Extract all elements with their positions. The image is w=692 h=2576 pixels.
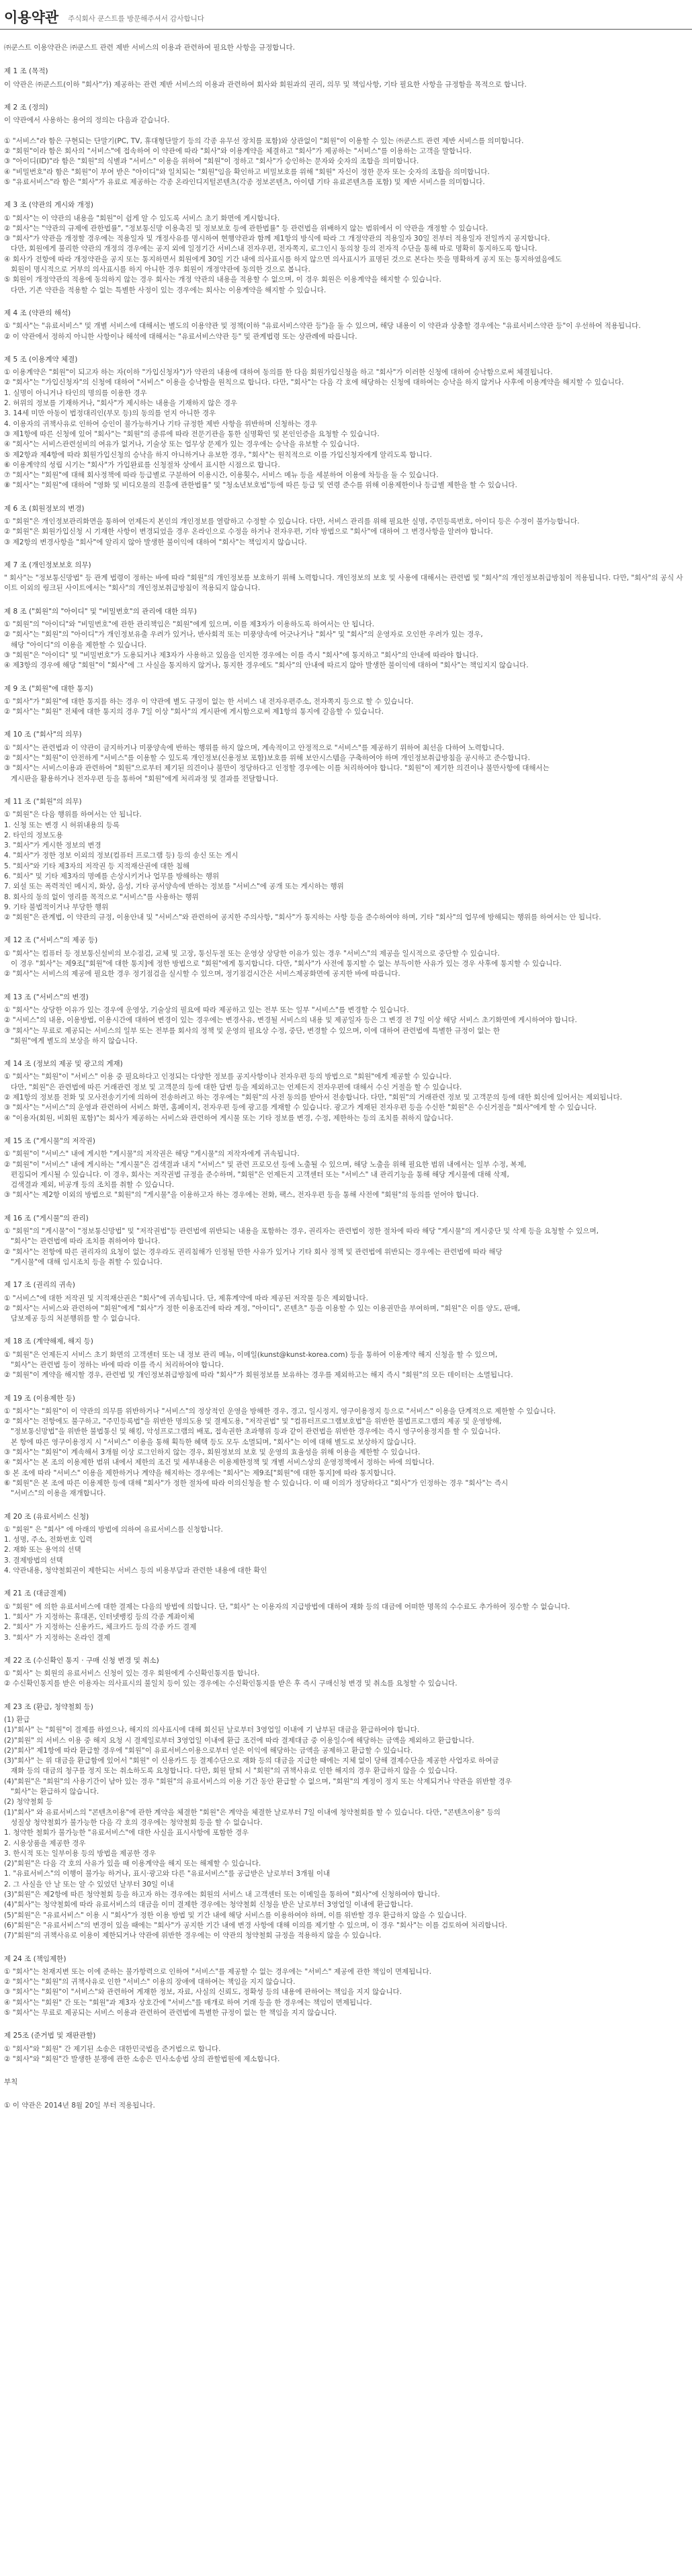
article-section <box>4 103 688 188</box>
article-line: (2)"회원"은 다음 각 호의 사유가 있을 때 이용계약을 해지 또는 해제할 수 있습니다. <box>4 1860 261 1868</box>
article-line: 본 항에 따른 영구이용정지 시 "서비스" 이용을 통해 획득한 혜택 등도 모두 소멸되며, "회사"는 이에 대해 별도로 보상하지 않습니다. <box>4 1438 417 1446</box>
article-line: 회원이 명시적으로 거부의 의사표시를 하지 아니한 경우 회원이 개정약관에 동의한 것으로 봅니다. <box>4 265 310 274</box>
article-line: ① "서비스"에 대한 저작권 및 지적재산권은 "회사"에 귀속됩니다. 단, 제휴계약에 따라 제공된 저작물 등은 제외합니다. <box>4 1294 368 1302</box>
article-section <box>4 1280 688 1324</box>
article-line: 4. 약관내용, 청약철회권이 제한되는 서비스 등의 비용부담과 관련한 내용에 대한 확인 <box>4 1567 267 1575</box>
article-line: 성질상 청약철회가 불가능한 다음 각 호의 경우에는 청약철회 등을 할 수 없습니다. <box>4 1818 263 1827</box>
article-line: ② "회사"는 "회원"이 안전하게 "서비스"를 이용할 수 있도록 개인정보(신용정보 포함)보호를 위해 보안시스템을 구축하여야 하며 개인정보취급방침을 공시하고 준수합니다. <box>4 754 530 763</box>
article-title: 제 19 조 (이용제한 등) <box>4 1394 75 1403</box>
article-line: ① "회사"는 "유료서비스" 및 개별 서비스에 대해서는 별도의 이용약관 및 정책(이하 "유료서비스약관 등")을 둘 수 있으며, 해당 내용이 이 약관과 상충할 경우에는 "유료서비스약관 등"이 우선하여 적용됩니다. <box>4 322 641 331</box>
article-line: ① "회사"와 "회원" 간 제기된 소송은 대한민국법을 준거법으로 합니다. <box>4 2044 221 2053</box>
articles-list <box>4 67 688 2111</box>
article-line: ① 이용계약은 "회원"이 되고자 하는 자(이하 "가입신청자")가 약관의 내용에 대하여 동의를 한 다음 회원가입신청을 하고 "회사"가 이러한 신청에 대하여 승낙함으로써 체결됩니다. <box>4 368 553 377</box>
article-section <box>4 797 688 923</box>
article-line: "회사"는 관련법 등이 정하는 바에 따라 이를 즉시 처리하여야 합니다. <box>4 1360 224 1369</box>
article-title: 부칙 <box>4 2078 18 2087</box>
article-title: 제 16 조 ("게시물"의 관리) <box>4 1214 89 1222</box>
article-line: 3. "회사"가 게시한 정보의 변경 <box>4 841 101 850</box>
article-line: ① "회원" 에 의한 유료서비스에 대한 결제는 다음의 방법에 의합니다. 단, "회사" 는 이용자의 지급방법에 대하여 재화 등의 대금에 어떠한 명목의 수수료도 추가하여 징수할 수 없습니다. <box>4 1602 570 1611</box>
article-title: 제 3 조 (약관의 게시와 개정) <box>4 201 93 210</box>
article-line: ① "회사"는 이 약관의 내용을 "회원"이 쉽게 알 수 있도록 서비스 초기 화면에 게시합니다. <box>4 214 280 222</box>
article-line: ② "회원"이라 함은 회사의 "서비스"에 접속하여 이 약관에 따라 "회사"와 이용계약을 체결하고 "회사"가 제공하는 "서비스"를 이용하는 고객을 말합니다. <box>4 147 472 156</box>
article-line: ① "회원"은 다음 행위를 하여서는 안 됩니다. <box>4 811 142 819</box>
article-section <box>4 504 688 548</box>
article-title: 제 25조 (준거법 및 재판관할) <box>4 2032 96 2040</box>
article-line: ① "회사"가 "회원"에 대한 통지를 하는 경우 이 약관에 별도 규정이 없는 한 서비스 내 전자우편주소, 전자쪽지 등으로 할 수 있습니다. <box>4 697 414 706</box>
article-section <box>4 2031 688 2065</box>
article-line: ② "서비스"의 내용, 이용방법, 이용시간에 대하여 변경이 있는 경우에는 변경사유, 변경될 서비스의 내용 및 제공일자 등은 그 변경 전 7일 이상 해당 서비스 초기화면에 게시하여야 합니다. <box>4 1016 577 1025</box>
article-line: 게시판을 활용하거나 전자우편 등을 통하여 "회원"에게 처리과정 및 결과를 전달합니다. <box>4 774 279 783</box>
article-line: ③ "회사"는 서비스이용과 관련하여 "회원"으로부터 제기된 의견이나 불만이 정당하다고 인정할 경우에는 이를 처리하여야 합니다. "회원"이 제기한 의견이나 불만사항에 대해서는 <box>4 764 550 773</box>
article-line: 편집되어 게시될 수 있습니다. 이 경우, 회사는 저작권법 규정을 준수하며, "회원"은 언제든지 고객센터 또는 "서비스" 내 관리기능을 통해 해당 게시물에 대해 삭제, <box>4 1170 509 1179</box>
article-title: 제 24 조 (책임제한) <box>4 1954 67 1963</box>
article-line: ③ "아이디(ID)"라 함은 "회원"의 식별과 "서비스" 이용을 위하여 "회원"이 정하고 "회사"가 승인하는 문자와 숫자의 조합을 의미합니다. <box>4 157 419 166</box>
article-line: 2. 재화 또는 용역의 선택 <box>4 1546 81 1554</box>
article-line: ① 이 약관은 2014년 8월 20일 부터 적용됩니다. <box>4 2101 155 2110</box>
article-line: "회사"는 관련법에 따라 조치를 취하여야 합니다. <box>4 1237 161 1246</box>
article-title: 제 13 조 ("서비스"의 변경) <box>4 993 89 1001</box>
article-section <box>4 200 688 296</box>
article-line: (2)"회사" 제1항에 따라 환급할 경우에 "회원"이 유료서비스이용으로부터 얻은 이익에 해당하는 금액을 공제하고 환급할 수 있습니다. <box>4 1746 413 1755</box>
article-line: 3. 결제방법의 선택 <box>4 1556 63 1565</box>
article-line: ① "회원" 은 "회사" 에 아래의 방법에 의하여 유료서비스를 신청합니다. <box>4 1525 223 1534</box>
article-line: 4. "회사"가 정한 정보 이외의 정보(컴퓨터 프로그램 등) 등의 송신 또는 게시 <box>4 851 239 860</box>
article-title: 제 17 조 (권리의 귀속) <box>4 1281 75 1290</box>
article-section <box>4 1136 688 1201</box>
article-title: 제 22 조 (수신확인 통지 · 구매 신청 변경 및 취소) <box>4 1656 159 1665</box>
article-line: ④ "회사"는 서비스관련설비의 여유가 없거나, 기술상 또는 업무상 문제가 있는 경우에는 승낙을 유보할 수 있습니다. <box>4 440 359 449</box>
article-line <box>4 2091 688 2101</box>
article-line: ② "회사"는 "회원"의 "아이디"가 개인정보유출 우려가 있거나, 반사회적 또는 미풍양속에 어긋나거나 "회사" 및 "회사"의 운영자로 오인한 우려가 있는 경우, <box>4 630 483 639</box>
article-section <box>4 1656 688 1690</box>
article-line: 8. 회사의 동의 없이 영리를 목적으로 "서비스"를 사용하는 행위 <box>4 892 199 901</box>
article-line: 2. 타인의 정보도용 <box>4 831 63 839</box>
article-line: 5. "회사"와 기타 제3자의 저작권 등 지적재산권에 대한 침해 <box>4 862 190 870</box>
article-line: 2. 허위의 정보를 기재하거나, "회사"가 제시하는 내용을 기재하지 않은 경우 <box>4 399 238 408</box>
article-line: ③ 제2항의 변경사항을 "회사"에 알리지 않아 발생한 불이익에 대하여 "회사"는 책임지지 않습니다. <box>4 538 307 546</box>
article-line: ② "회사"는 전항에도 불구하고, "주민등록법"을 위반한 명의도용 및 결제도용, "저작권법" 및 "컴퓨터프로그램보호법"을 위반한 불법프로그램의 제공 및 운영방해, <box>4 1417 502 1426</box>
article-title: 제 18 조 (계약해제, 해지 등) <box>4 1337 93 1346</box>
page-title: 이용약관 <box>4 9 59 26</box>
article-line: ① "회원"이 "서비스" 내에 게시한 "게시물"의 저작권은 해당 "게시물"의 저작자에게 귀속됩니다. <box>4 1150 300 1159</box>
article-line: ③ "회사"는 "서비스"의 운영과 관련하여 서비스 화면, 홈페이지, 전자우편 등에 광고를 게재할 수 있습니다. 광고가 게재된 전자우편 등을 수신한 "회원"은 수신거절을 "회사"에게 할 수 있습니다. <box>4 1104 597 1112</box>
article-line: 1. 청약한 철회가 불가능한 "유료서비스"에 대한 사실을 표시사항에 포함한 경우 <box>4 1829 249 1837</box>
article-line: ③ "회원"은 "아이디" 및 "비밀번호"가 도용되거나 제3자가 사용하고 있음을 인지한 경우에는 이를 즉시 "회사"에 통지하고 "회사"의 안내에 따라야 합니다. <box>4 651 478 659</box>
article-line: ② "회사"는 "회원"의 귀책사유로 인한 "서비스" 이용의 장애에 대하여는 책임을 지지 않습니다. <box>4 1978 296 1987</box>
article-line: ⑤ "회사"는 무료로 제공되는 서비스 이용과 관련하여 관련법에 특별한 규정이 없는 한 책임을 지지 않습니다. <box>4 2009 337 2018</box>
article-line: "회원"에게 별도의 보상을 하지 않습니다. <box>4 1036 138 1045</box>
article-line: 2. 그 사실을 안 날 또는 알 수 있었던 날부터 30일 이내 <box>4 1880 174 1888</box>
article-title: 제 23 조 (환급, 청약철회 등) <box>4 1702 93 1711</box>
article-title: 제 2 조 (정의) <box>4 103 48 112</box>
article-title: 제 1 조 (목적) <box>4 67 48 76</box>
article-section <box>4 2077 688 2111</box>
article-line: ⑥ "회원"은 본 조에 따른 이용제한 등에 대해 "회사"가 정한 절차에 따라 이의신청을 할 수 있습니다. 이 때 이의가 정당하다고 "회사"가 인정하는 경우 "회사"는 즉시 <box>4 1479 509 1487</box>
article-line: 이 약관에서 사용하는 용어의 정의는 다음과 같습니다. <box>4 116 170 125</box>
article-title: 제 15 조 ("게시물"의 저작권) <box>4 1136 95 1145</box>
page-subtitle: 주식회사 쿤스트를 방문해주셔서 감사합니다 <box>68 15 204 23</box>
article-title: 제 8 조 ("회원"의 "아이디" 및 "비밀번호"의 관리에 대한 의무) <box>4 607 197 616</box>
article-line: ① "회원"의 "아이디"와 "비밀번호"에 관한 관리책임은 "회원"에게 있으며, 이를 제3자가 이용하도록 하여서는 안 됩니다. <box>4 620 375 629</box>
article-line: ③ "회사"는 "회원"이 "서비스"와 관련하여 게재한 정보, 자료, 사실의 신뢰도, 정확성 등의 내용에 관하여는 책임을 지지 않습니다. <box>4 1988 402 1997</box>
article-title: 제 21 조 (대금결제) <box>4 1589 67 1598</box>
article-line: 6. "회사" 및 기타 제3자의 명예를 손상시키거나 업무를 방해하는 행위 <box>4 872 220 880</box>
article-section <box>4 308 688 342</box>
article-line: 다만, 기존 약관을 적용할 수 없는 특별한 사정이 있는 경우에는 회사는 이용계약을 해지할 수 있습니다. <box>4 286 327 294</box>
article-line: (3)"회사" 는 위 대금을 환급함에 있어서 "회원" 이 신용카드 등 결제수단으로 재화 등의 대금을 지급한 때에는 지체 없이 당해 결제수단을 제공한 사업자로 하여금 <box>4 1757 499 1765</box>
article-line: "게시물"에 대해 임시조치 등을 취할 수 있습니다. <box>4 1257 163 1266</box>
article-section <box>4 560 688 594</box>
article-line: ① "회사"는 "회원"이 이 약관의 의무를 위반하거나 "서비스"의 정상적인 운영을 방해한 경우, 경고, 일시정지, 영구이용정지 등으로 "서비스" 이용을 단계적으로 제한할 수 있습니다. <box>4 1407 556 1415</box>
article-line: ② "회사"는 "약관의 규제에 관한법률", "정보통신망 이용촉진 및 정보보호 등에 관한법률" 등 관련법을 위배하지 않는 범위에서 이 약관을 개정할 수 있습니다. <box>4 224 488 233</box>
article-line: ④ 제3항의 경우에 해당 "회원"이 "회사"에 그 사실을 통지하지 않거나, 통지한 경우에도 "회사"의 안내에 따르지 않아 발생한 불이익에 대하여 "회사"는 책임지지 않습니다. <box>4 661 529 670</box>
article-line: (1)"회사" 는 "회원"이 결제를 하였으나, 해지의 의사표시에 대해 회신된 날로부터 3영업일 이내에 기 납부된 대금을 환급하여야 합니다. <box>4 1726 420 1735</box>
article-line: (7)"회원"의 귀책사유로 이용이 제한되거나 약관에 위반한 경우에는 이 약관의 청약철회 규정을 적용하지 않을 수 있습니다. <box>4 1931 382 1940</box>
article-line: 1. 실명이 아니거나 타인의 명의를 이용한 경우 <box>4 388 147 397</box>
article-line: (2)"회원" 의 서비스 이용 중 해지 요청 시 결제일로부터 3영업일 이내에 환급 조건에 따라 결제대금 중 이용일수에 해당하는 금액을 제외하고 환급합니다. <box>4 1736 474 1745</box>
article-line: ② 이 약관에서 정하지 아니한 사항이나 해석에 대해서는 "유료서비스약관 등" 및 관계법령 또는 상관례에 따릅니다. <box>4 332 357 341</box>
article-line: 3. "회사" 가 지정하는 온라인 결제 <box>4 1633 111 1642</box>
article-line: ② "회사"는 "가입신청자"의 신청에 대하여 "서비스" 이용을 승낙함을 원칙으로 합니다. 다만, "회사"는 다음 각 호에 해당하는 신청에 대하여는 승낙을 하지 않거나 사후에 이용계약을 해지할 수 있습니다. <box>4 378 624 387</box>
terms-intro: ㈜쿤스트 이용약관은 ㈜쿤스트 관련 제반 서비스의 이용과 관련하여 필요한 사항을 규정합니다. <box>4 44 296 52</box>
article-line: 1. "회사" 가 지정하는 휴대폰, 인터넷뱅킹 등의 각종 계좌이체 <box>4 1612 195 1621</box>
article-line: 2. 시용상품을 제공한 경우 <box>4 1839 86 1847</box>
article-line: (3)"회원"은 제2항에 따른 청약철회 등을 하고자 하는 경우에는 회원의 서비스 내 고객센터 또는 이메일을 통하여 "회사"에 신청하여야 합니다. <box>4 1891 440 1899</box>
article-line: (1) 환급 <box>4 1716 30 1724</box>
article-line: "서비스"의 이용을 재개합니다. <box>4 1489 106 1498</box>
article-line: (1)"회사" 와 유료서비스의 "콘텐츠이용"에 관한 계약을 체결한 "회원"은 계약을 체결한 날로부터 7일 이내에 청약철회를 할 수 있습니다. 다만, "콘텐츠이용" 등의 <box>4 1808 501 1817</box>
article-title: 제 7 조 (개인정보보호 의무) <box>4 560 91 569</box>
article-line: "정보통신망법"을 위반한 불법통신 및 해킹, 악성프로그램의 배포, 접속권한 초과행위 등과 같이 관련법을 위반한 경우에는 즉시 영구이용정지를 할 수 있습니다. <box>4 1427 501 1436</box>
article-line: ⑧ "회사"는 "회원"에 대하여 "영화 및 비디오물의 진흥에 관한법률" 및 "청소년보호법"등에 따른 등급 및 연령 준수를 위해 이용제한이나 등급별 제한을 할 수 있습니다. <box>4 481 517 490</box>
article-section <box>4 1059 688 1124</box>
article-line: ① "회원"의 "게시물"이 "정보통신망법" 및 "저작권법"등 관련법에 위반되는 내용을 포함하는 경우, 권리자는 관련법이 정한 절차에 따라 해당 "게시물"의 게시중단 및 삭제 등을 요청할 수 있으며, <box>4 1227 599 1236</box>
article-title: 제 20 조 (유료서비스 신청) <box>4 1512 89 1521</box>
article-title: 제 4 조 (약관의 해석) <box>4 308 71 317</box>
article-line: (4)"회사"는 청약철회에 따라 유료서비스의 대금을 이미 결제한 경우에는 청약철회 신청을 받은 날로부터 3영업일 이내에 환급합니다. <box>4 1901 413 1909</box>
article-line: ② "회사"는 "회원" 전체에 대한 통지의 경우 7일 이상 "회사"의 게시판에 게시함으로써 제1항의 통지에 갈음할 수 있습니다. <box>4 708 384 716</box>
terms-content <box>0 30 692 2111</box>
article-line: 1. 성명, 주소, 전화번호 입력 <box>4 1536 93 1544</box>
article-title: 제 14 조 (정보의 제공 및 광고의 게재) <box>4 1060 123 1069</box>
article-line: ⑤ 회원이 개정약관의 적용에 동의하지 않는 경우 회사는 개정 약관의 내용을 적용할 수 없으며, 이 경우 회원은 이용계약을 해지할 수 있습니다. <box>4 276 441 284</box>
article-line: " 회사"는 "정보통신망법" 등 관계 법령이 정하는 바에 따라 "회원"의 개인정보를 보호하기 위해 노력합니다. 개인정보의 보호 및 사용에 대해서는 관련법 및 "회사"의 개인정보취급방침이 적용됩니다. 다만, "회사"의 공식 사이트 이외의 링크된 사이트에서는 "회사"의 개인정보취급방침이 적용되지 않습니다. <box>4 574 683 593</box>
article-line: "회사"는 환급하지 않습니다. <box>4 1788 99 1796</box>
article-section <box>4 1394 688 1499</box>
article-section <box>4 1954 688 2019</box>
article-line: 3. 14세 미만 아동이 법정대리인(부모 등)의 동의를 얻지 아니한 경우 <box>4 409 216 418</box>
article-line: ② "회원"이 계약을 해지할 경우, 관련법 및 개인정보취급방침에 따라 "회사"가 회원정보를 보유하는 경우를 제외하고는 해지 즉시 "회원"의 모든 데이터는 소멸됩니다. <box>4 1371 513 1380</box>
article-section <box>4 355 688 491</box>
article-line: ③ 제1항에 따른 신청에 있어 "회사"는 "회원"의 종류에 따라 전문기관을 통한 실명확인 및 본인인증을 요청할 수 있습니다. <box>4 429 380 438</box>
article-line: ① "회사"는 천재지변 또는 이에 준하는 불가항력으로 인하여 "서비스"를 제공할 수 없는 경우에는 "서비스" 제공에 관한 책임이 면제됩니다. <box>4 1967 432 1976</box>
article-title: 제 5 조 (이용계약 체결) <box>4 355 78 364</box>
article-line: ② "회사"와 "회원"간 발생한 분쟁에 관한 소송은 민사소송법 상의 관할법원에 제소합니다. <box>4 2054 280 2063</box>
article-line: ① "회원"은 언제든지 서비스 초기 화면의 고객센터 또는 내 정보 관리 메뉴, 이메일(kunst@kunst-korea.com) 등을 통하여 이용계약 해지 신청을 할 수 있으며, <box>4 1350 498 1359</box>
article-section <box>4 730 688 784</box>
article-line: ⑤ 본 조에 따라 "서비스" 이용을 제한하거나 계약을 해지하는 경우에는 "회사"는 제9조["회원"에 대한 통지]에 따라 통지합니다. <box>4 1468 396 1477</box>
article-line: ① "서비스"라 함은 구현되는 단말기(PC, TV, 휴대형단말기 등의 각종 유무선 장치를 포함)와 상관없이 "회원"이 이용할 수 있는 ㈜쿤스트 관련 제반 서비스를 의미합니다. <box>4 136 524 145</box>
article-line: ④ 회사가 전항에 따라 개정약관을 공지 또는 통지하면서 회원에게 30일 기간 내에 의사표시를 하지 않으면 의사표시가 표명된 것으로 본다는 뜻을 명확하게 공지 또는 통지하였음에도 <box>4 255 562 263</box>
article-line: ② "회사"는 서비스의 제공에 필요한 경우 정기점검을 실시할 수 있으며, 정기점검시간은 서비스제공화면에 공지한 바에 따릅니다. <box>4 970 400 979</box>
article-line: ② 수신확인통지를 받은 이용자는 의사표시의 불일치 등이 있는 경우에는 수신확인통지를 받은 후 즉시 구매신청 변경 및 취소를 요청할 수 있습니다. <box>4 1679 458 1688</box>
article-line: ② "회원"은 관계법, 이 약관의 규정, 이용안내 및 "서비스"와 관련하여 공지한 주의사항, "회사"가 통지하는 사항 등을 준수하여야 하며, 기타 "회사"의 업무에 방해되는 행위를 하여서는 안 됩니다. <box>4 913 601 922</box>
article-line: 재화 등의 대금의 청구를 정지 또는 취소하도록 요청합니다. 다만, 회원 탈퇴 시 "회원"의 귀책사유로 인한 해지의 경우 환급하지 않을 수 있습니다. <box>4 1767 458 1776</box>
article-line: 2. "회사" 가 지정하는 신용카드, 체크카드 등의 각종 카드 결제 <box>4 1623 197 1632</box>
article-line: 1. "유료서비스"의 이행이 불가능 하거나, 표시·광고와 다른 "유료서비스"를 공급받은 날로부터 3개월 이내 <box>4 1870 331 1878</box>
article-line: ② "회사"는 전항에 따른 권리자의 요청이 없는 경우라도 권리침해가 인정될 만한 사유가 있거나 기타 회사 정책 및 관련법에 위반되는 경우에는 관련법에 따라 해당 <box>4 1247 503 1256</box>
article-line: ② "회사"는 서비스와 관련하여 "회원"에게 "회사"가 정한 이용조건에 따라 계정, "아이디", 콘텐츠" 등을 이용할 수 있는 이용권만을 부여하며, "회원"은 이를 양도, 판매, <box>4 1304 521 1313</box>
article-line: 9. 기타 불법적이거나 부당한 행위 <box>4 903 109 911</box>
article-line: (6)"회원"은 "유료서비스"의 변경이 있을 때에는 "회사"가 공지한 기간 내에 변경 사항에 대해 이의를 제기할 수 있으며, 이 경우 "회사"는 이를 검토하여 처리합니다. <box>4 1921 507 1929</box>
article-section <box>4 67 688 90</box>
article-section <box>4 1589 688 1643</box>
article-line: ① "회사"는 관련법과 이 약관이 금지하거나 미풍양속에 반하는 행위를 하지 않으며, 계속적이고 안정적으로 "서비스"를 제공하기 위하여 최선을 다하여 노력합니다. <box>4 743 505 752</box>
article-section <box>4 993 688 1046</box>
article-line: (4)"회원"은 "회원"의 사용기간이 남아 있는 경우 "회원"의 유료서비스의 이용 기간 동안 환급할 수 없으며, "회원"의 계정이 정지 또는 삭제되거나 약관을 위반할 경우 <box>4 1777 512 1786</box>
article-line: 해당 "아이디"의 이용을 제한할 수 있습니다. <box>4 640 147 649</box>
article-section <box>4 607 688 671</box>
article-line: ③ "회사"가 약관을 개정할 경우에는 적용일자 및 개정사유를 명시하여 현행약관과 함께 제1항의 방식에 따라 그 개정약관의 적용일자 30일 전부터 적용일자 전일까지 공지합니다. <box>4 235 550 243</box>
article-line: ③ "회사"는 "회원"이 계속해서 3개월 이상 로그인하지 않는 경우, 회원정보의 보호 및 운영의 효율성을 위해 이용을 제한할 수 있습니다. <box>4 1448 421 1457</box>
article-line: ④ "회사"는 "회원" 간 또는 "회원"과 제3자 상호간에 "서비스"를 매개로 하여 거래 등을 한 경우에는 책임이 면제됩니다. <box>4 1998 372 2007</box>
article-line: ② "회원"은 회원가입신청 시 기재한 사항이 변경되었을 경우 온라인으로 수정을 하거나 전자우편, 기타 방법으로 "회사"에 대하여 그 변경사항을 알려야 합니다. <box>4 528 493 536</box>
article-line: ④ "회사"는 본 조의 이용제한 범위 내에서 제한의 조건 및 세부내용은 이용제한정책 및 개별 서비스상의 운영정책에서 정하는 바에 의합니다. <box>4 1458 435 1467</box>
article-line: ① "회사"는 상당한 이유가 있는 경우에 운영상, 기술상의 필요에 따라 제공하고 있는 전부 또는 일부 "서비스"를 변경할 수 있습니다. <box>4 1005 409 1014</box>
article-line: ① "회원"은 개인정보관리화면을 통하여 언제든지 본인의 개인정보를 열람하고 수정할 수 있습니다. 다만, 서비스 관리를 위해 필요한 실명, 주민등록번호, 아이디 등은 수정이 불가능합니다. <box>4 517 580 526</box>
article-line: ⑥ 이용계약의 성립 시기는 "회사"가 가입완료를 신청절차 상에서 표시한 시점으로 합니다. <box>4 460 280 469</box>
article-line: (2) 청약철회 등 <box>4 1798 53 1806</box>
article-line: ④ "이용자(회원, 비회원 포함)"는 회사가 제공하는 서비스와 관련하여 게시물 또는 기타 정보를 변경, 수정, 제한하는 등의 조치를 취하지 않습니다. <box>4 1114 453 1122</box>
article-title: 제 11 조 ("회원"의 의무) <box>4 797 82 806</box>
article-section <box>4 1702 688 1942</box>
article-line: 3. 한시적 또는 일부이용 등의 방법을 제공한 경우 <box>4 1849 157 1858</box>
article-line: 검색결과 제외, 비공개 등의 조치를 취할 수 있습니다. <box>4 1181 175 1190</box>
article-line: ① "회사" 는 회원의 유료서비스 신청이 있는 경우 회원에게 수신확인통지를 합니다. <box>4 1669 260 1678</box>
page-header <box>0 0 692 30</box>
article-title: 제 12 조 ("서비스"의 제공 등) <box>4 936 98 945</box>
article-line: 다만, 회원에게 불리한 약관의 개정의 경우에는 공지 외에 일정기간 서비스내 전자우편, 전자쪽지, 로그인시 동의창 등의 전자적 수단을 통해 따로 명확히 통지하도록 합니다. <box>4 245 537 253</box>
article-line: ① "회사"는 "회원"이 "서비스" 이용 중 필요하다고 인정되는 다양한 정보를 공지사항이나 전자우편 등의 방법으로 "회원"에게 제공할 수 있습니다. <box>4 1073 451 1081</box>
article-line: 7. 외설 또는 폭력적인 메시지, 화상, 음성, 기타 공서양속에 반하는 정보를 "서비스"에 공개 또는 게시하는 행위 <box>4 882 344 891</box>
article-line: ⑤ "유료서비스"라 함은 "회사"가 유료로 제공하는 각종 온라인디지털콘텐츠(각종 정보콘텐츠, 아이템 기타 유료콘텐츠를 포함) 및 제반 서비스를 의미합니다. <box>4 177 485 186</box>
article-title: 제 10 조 ("회사"의 의무) <box>4 731 82 739</box>
article-line: ② 제1항의 정보를 전화 및 모사전송기기에 의하여 전송하려고 하는 경우에는 "회원"의 사전 동의를 받아서 전송합니다. 다만, "회원"의 거래관련 정보 및 고객문의 등에 대한 회신에 있어서는 제외됩니다. <box>4 1093 623 1102</box>
article-line: 이 약관은 ㈜쿤스트(이하 "회사"가) 제공하는 관련 제반 서비스의 이용과 관련하여 회사와 회원과의 권리, 의무 및 책임사항, 기타 필요한 사항을 규정함을 목적으로 합니다. <box>4 80 527 89</box>
article-line: 1. 신청 또는 변경 시 허위내용의 등록 <box>4 821 120 829</box>
article-line <box>4 126 688 136</box>
article-title: 제 9 조 ("회원"에 대한 통지) <box>4 684 93 693</box>
article-line: ① "회사"는 컴퓨터 등 정보통신설비의 보수점검, 교체 및 고장, 통신두절 또는 운영상 상당한 이유가 있는 경우 "서비스"의 제공을 일시적으로 중단할 수 있습니다. <box>4 949 500 958</box>
article-line: ③ "회사"는 제2항 이외의 방법으로 "회원"의 "게시물"을 이용하고자 하는 경우에는 전화, 팩스, 전자우편 등을 통해 사전에 "회원"의 동의를 얻어야 합니다. <box>4 1191 479 1200</box>
article-title: 제 6 조 (회원정보의 변경) <box>4 504 85 513</box>
article-section <box>4 684 688 718</box>
article-line: 4. 이용자의 귀책사유로 인하여 승인이 불가능하거나 기타 규정한 제반 사항을 위반하며 신청하는 경우 <box>4 419 317 428</box>
article-line: 다만, "회원"은 관련법에 따른 거래관련 정보 및 고객문의 등에 대한 답변 등을 제외하고는 언제든지 전자우편에 대해서 수신 거절을 할 수 있습니다. <box>4 1083 462 1091</box>
article-line: ③ "회사"는 무료로 제공되는 서비스의 일부 또는 전부를 회사의 정책 및 운영의 필요상 수정, 중단, 변경할 수 있으며, 이에 대하여 관련법에 특별한 규정이 없는 한 <box>4 1026 501 1035</box>
article-line: ④ "비밀번호"라 함은 "회원"이 부여 받은 "아이디"와 일치되는 "회원"임을 확인하고 비밀보호를 위해 "회원" 자신이 정한 문자 또는 숫자의 조합을 의미합니다. <box>4 167 490 176</box>
article-line: (5)"회원"은 "유료서비스" 이용 시 "회사"가 정한 이용 방법 및 기간 내에 해당 서비스를 이용하여야 하며, 이를 위반할 경우 환급하지 않을 수 있습니다. <box>4 1911 467 1919</box>
article-line: 이 경우 "회사"는 제9조["회원"에 대한 통지]에 정한 방법으로 "회원"에게 통지합니다. 다만, "회사"가 사전에 통지할 수 없는 부득이한 사유가 있는 경우 사후에 통지할 수 있습니다. <box>4 960 562 968</box>
article-line: 담보제공 등의 처분행위를 할 수 없습니다. <box>4 1315 140 1323</box>
article-section <box>4 1214 688 1268</box>
article-line: ⑦ "회사"는 "회원"에 대해 회사정책에 따라 등급별로 구분하여 이용시간, 이용횟수, 서비스 메뉴 등을 세분하여 이용에 차등을 둘 수 있습니다. <box>4 471 439 480</box>
article-line: ② "회원"이 "서비스" 내에 게시하는 "게시물"은 검색결과 내지 "서비스" 및 관련 프로모션 등에 노출될 수 있으며, 해당 노출을 위해 필요한 범위 내에서는 일부 수정, 복제, <box>4 1160 527 1169</box>
article-section <box>4 1337 688 1380</box>
article-section <box>4 936 688 979</box>
article-section <box>4 1512 688 1577</box>
article-line: ⑤ 제2항과 제4항에 따라 회원가입신청의 승낙을 하지 아니하거나 유보한 경우, "회사"는 원칙적으로 이를 가입신청자에게 알리도록 합니다. <box>4 450 432 459</box>
